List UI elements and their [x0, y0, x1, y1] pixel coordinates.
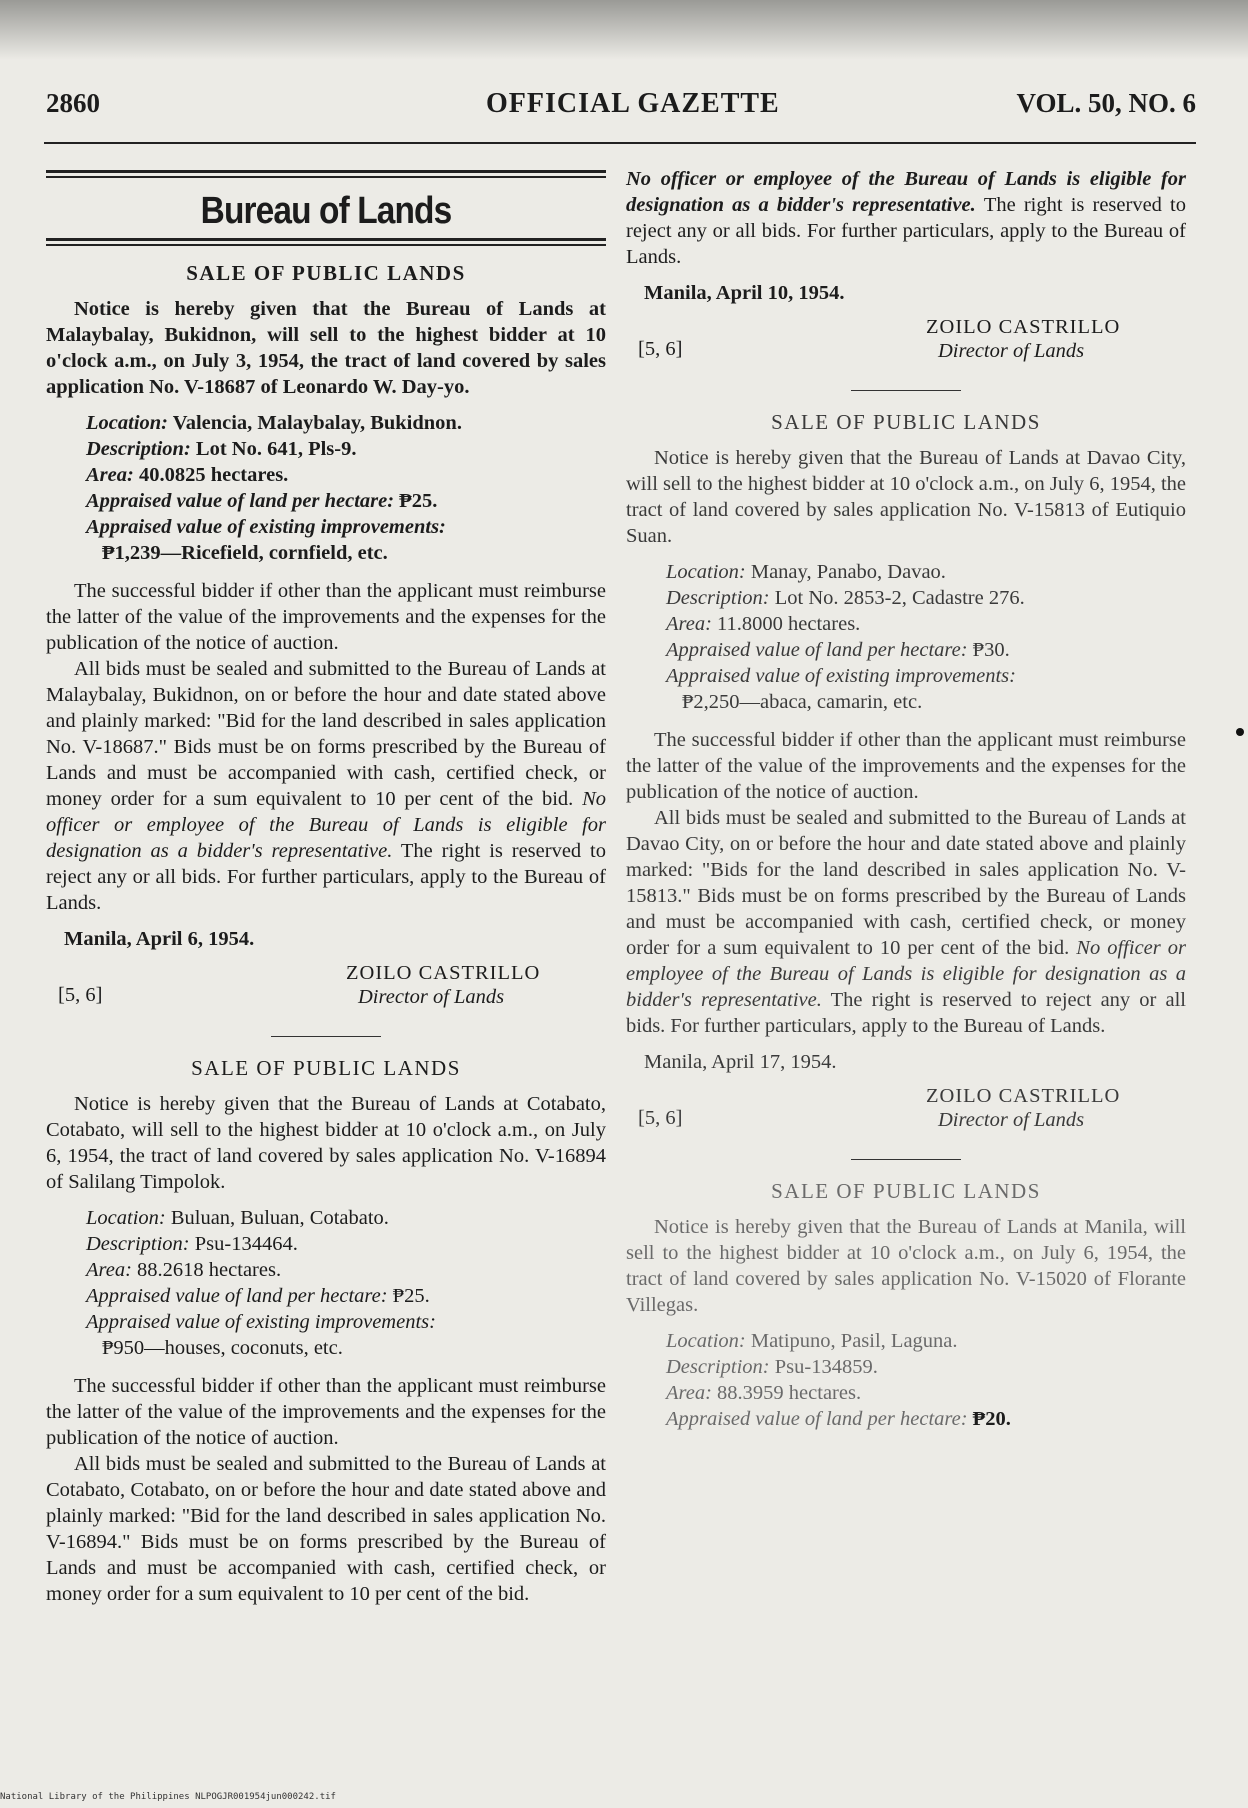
- title-rule-bottom: [46, 238, 606, 246]
- notice1-intro: Notice is hereby given that the Bureau of Lands at Malaybalay, Bukidnon, will sell to the highest bidder at 10 o'clock a.m., on July 3, 1954, the tract of land covered by sales application No. V-18687 of Leonardo W. Day-yo.: [46, 298, 606, 398]
- notice3-location: Location: Manay, Panabo, Davao.: [666, 561, 946, 583]
- right-column: [626, 166, 1186, 1444]
- header-rule: [44, 142, 1196, 144]
- left-column: [46, 160, 606, 1607]
- notice1-improvements-label: Appraised value of existing improvements:: [86, 516, 446, 538]
- notice2-intro: Notice is hereby given that the Bureau of Lands at Cotabato, Cotabato, will sell to the highest bidder at 10 o'clock a.m., on July 6, 1954, the tract of land covered by sales application No. V-16894 of Salilang Timpolok.: [46, 1093, 606, 1193]
- notice1-signature: [46, 960, 606, 1016]
- notice3-title: SALE OF PUBLIC LANDS: [771, 410, 1041, 434]
- notice2-signature: [626, 314, 1186, 370]
- notice2-specs: [86, 1205, 606, 1361]
- notice3-ref: [5, 6]: [638, 1107, 683, 1129]
- scan-shadow: [0, 0, 1248, 60]
- notice2-signer: ZOILO CASTRILLO: [926, 316, 1121, 338]
- page-number: 2860: [46, 88, 100, 118]
- notice2-improvements: ₱950—houses, coconuts, etc.: [102, 1337, 343, 1359]
- notice3-specs: [666, 559, 1186, 715]
- notice3-improvements-label: Appraised value of existing improvements:: [666, 665, 1016, 687]
- scan-footer: National Library of the Philippines NLPOGJR001954jun000242.tif: [0, 1792, 336, 1802]
- notice1-description: Description: Lot No. 641, Pls-9.: [86, 438, 357, 460]
- notice3: [626, 409, 1186, 1139]
- notice2-description: Description: Psu-134464.: [86, 1233, 298, 1255]
- notice4-specs: [666, 1328, 1186, 1432]
- notice3-intro: Notice is hereby given that the Bureau of Lands at Davao City, will sell to the highest bidder at 10 o'clock a.m., on July 6, 1954, the tract of land covered by sales application No. V-15813 of Eutiquio Suan.: [626, 447, 1186, 547]
- notice1-specs: [86, 410, 606, 566]
- notice1-title: SALE OF PUBLIC LANDS: [186, 261, 466, 285]
- notice2-title: SALE OF PUBLIC LANDS: [191, 1056, 461, 1080]
- notice4-location: Location: Matipuno, Pasil, Laguna.: [666, 1330, 958, 1352]
- notice4-description: Description: Psu-134859.: [666, 1356, 878, 1378]
- notice1-ref: [5, 6]: [58, 984, 103, 1006]
- notice2-para2-cont: No officer or employee of the Bureau of Lands is eligible for designation as a bidder's representative. The right is reserved to reject any or all bids. For further particulars, apply to the Bureau of Lands.: [626, 168, 1187, 268]
- notice3-signature: [626, 1083, 1186, 1139]
- bureau-title: Bureau of Lands: [200, 190, 452, 232]
- notice3-para1: The successful bidder if other than the applicant must reimburse the latter of the value of the improvements and the expenses for the publication of the notice of auction.: [626, 729, 1186, 803]
- scan-speck: [1236, 728, 1244, 736]
- notice2-para1: The successful bidder if other than the applicant must reimburse the latter of the value of the improvements and the expenses for the publication of the notice of auction.: [46, 1375, 606, 1449]
- notice4: [626, 1178, 1186, 1432]
- notice3-description: Description: Lot No. 2853-2, Cadastre 276.: [666, 587, 1025, 609]
- notice1-para1: The successful bidder if other than the applicant must reimburse the latter of the value of the improvements and the expenses for the publication of the notice of auction.: [46, 580, 606, 654]
- notice3-dateline: Manila, April 17, 1954.: [644, 1051, 837, 1073]
- notice3-signer: ZOILO CASTRILLO: [926, 1085, 1121, 1107]
- gazette-title: OFFICIAL GAZETTE: [486, 88, 780, 119]
- notice4-area: Area: 88.3959 hectares.: [666, 1382, 862, 1404]
- notice1-signer-title: Director of Lands: [358, 986, 505, 1008]
- notice1-land-value: Appraised value of land per hectare: ₱25.: [86, 490, 438, 512]
- notice4-intro: Notice is hereby given that the Bureau of Lands at Manila, will sell to the highest bidder at 10 o'clock a.m., on July 6, 1954, the tract of land covered by sales application No. V-15020 of Florante Villegas.: [626, 1216, 1186, 1316]
- notice1-location: Location: Valencia, Malaybalay, Bukidnon.: [86, 412, 462, 434]
- notice3-land-value: Appraised value of land per hectare: ₱30.: [666, 639, 1010, 661]
- separator-rule: [851, 390, 961, 391]
- notice3-area: Area: 11.8000 hectares.: [666, 613, 861, 635]
- running-head: [46, 88, 1196, 128]
- notice1-area: Area: 40.0825 hectares.: [86, 464, 289, 486]
- notice1-para2: All bids must be sealed and submitted to the Bureau of Lands at Malaybalay, Bukidnon, on or before the hour and date stated above and plainly marked: "Bid for the land described in sales application No. V-18687." Bids must be on forms prescribed by the Bureau of Lands and must be accompanied with cash, certified check, or money order for a sum equivalent to 10 per cent of the bid. No officer or employee of the Bureau of Lands is eligible for designation as a bidder's representative. The right is reserved to reject any or all bids. For further particulars, apply to the Bureau of Lands.: [46, 658, 607, 914]
- title-rule-top: [46, 170, 606, 178]
- notice2-para2-start: All bids must be sealed and submitted to the Bureau of Lands at Cotabato, Cotabato, on or before the hour and date stated above and plainly marked: "Bid for the land described in sales application No. V-16894." Bids must be on forms prescribed by the Bureau of Lands and must be accompanied with cash, certified check, or money order for a sum equivalent to 10 per cent of the bid.: [46, 1453, 606, 1605]
- notice2-improvements-label: Appraised value of existing improvements:: [86, 1311, 436, 1333]
- notice1-signer: ZOILO CASTRILLO: [346, 962, 541, 984]
- notice2-location: Location: Buluan, Buluan, Cotabato.: [86, 1207, 389, 1229]
- notice1-improvements: ₱1,239—Ricefield, cornfield, etc.: [102, 542, 388, 564]
- notice2-area: Area: 88.2618 hectares.: [86, 1259, 282, 1281]
- volume-number: VOL. 50, NO. 6: [1016, 88, 1196, 118]
- notice2-land-value: Appraised value of land per hectare: ₱25.: [86, 1285, 430, 1307]
- notice4-title: SALE OF PUBLIC LANDS: [771, 1179, 1041, 1203]
- notice3-improvements: ₱2,250—abaca, camarin, etc.: [682, 691, 923, 713]
- separator-rule: [271, 1036, 381, 1037]
- notice2-dateline: Manila, April 10, 1954.: [644, 282, 845, 304]
- notice1-dateline: Manila, April 6, 1954.: [64, 928, 255, 950]
- notice2-signer-title: Director of Lands: [938, 340, 1085, 362]
- notice4-land-value: Appraised value of land per hectare: ₱20.: [666, 1408, 1011, 1430]
- notice2-ref: [5, 6]: [638, 338, 683, 360]
- notice3-para2: All bids must be sealed and submitted to the Bureau of Lands at Davao City, on or before the hour and date stated above and plainly marked: "Bids for the land described in sales application No. V-15813." Bids must be on forms prescribed by the Bureau of Lands and must be accompanied with cash, certified check, or money order for a sum equivalent to 10 per cent of the bid. No officer or employee of the Bureau of Lands is eligible for designation as a bidder's representative. The right is reserved to reject any or all bids. For further particulars, apply to the Bureau of Lands.: [626, 807, 1187, 1037]
- separator-rule: [851, 1159, 961, 1160]
- notice3-signer-title: Director of Lands: [938, 1109, 1085, 1131]
